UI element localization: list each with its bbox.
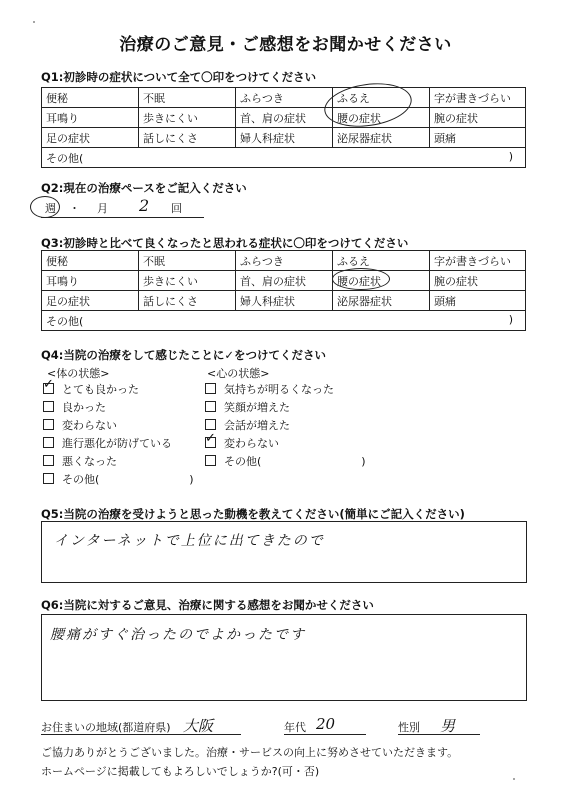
scan-speck [33, 21, 35, 23]
q4-mind-label: 気持ちが明るくなった [224, 383, 334, 396]
q4-body-item[interactable] [43, 436, 172, 452]
q3-cell[interactable]: 話しにくさ [139, 291, 236, 311]
q1-cell[interactable]: 婦人科症状 [236, 128, 333, 148]
q2-pace-field[interactable] [41, 196, 204, 218]
q2-heading: Q2:現在の治療ペースをご記入ください [41, 181, 247, 195]
q4-mind-checkbox[interactable] [205, 383, 216, 394]
consent-text: ホームページに掲載してもよろしいでしょうか?(可・否) [41, 765, 320, 778]
q4-body-checkbox[interactable] [43, 377, 54, 394]
q4-mind-checkbox[interactable] [205, 431, 216, 448]
q3-cell[interactable]: 不眠 [139, 251, 236, 271]
q4-mind-item[interactable] [205, 431, 279, 452]
q3-cell[interactable]: 首、肩の症状 [236, 271, 333, 291]
q3-cell[interactable]: 頭痛 [430, 291, 526, 311]
q4-mind-item[interactable] [205, 418, 290, 434]
check-mark-icon: ✓ [205, 431, 216, 446]
q4-heading: Q4:当院の治療をして感じたことに✓をつけてください [41, 348, 327, 362]
q4-mind-item[interactable] [205, 400, 290, 416]
table-row [42, 108, 526, 128]
age-underline[interactable] [284, 733, 366, 735]
q1-cell[interactable]: 話しにくさ [139, 128, 236, 148]
q4-mind-checkbox[interactable] [205, 419, 216, 430]
q1-other-close: ) [508, 149, 513, 163]
q4-body-label: 進行悪化が防げている [62, 437, 172, 450]
q3-cell[interactable]: 腰の症状 [333, 271, 430, 291]
q4-mind-item[interactable] [205, 454, 366, 470]
q4-body-checkbox[interactable] [43, 473, 54, 484]
q5-heading: Q5:当院の治療を受けようと思った動機を教えてください(簡単にご記入ください) [41, 507, 465, 521]
q4-mind-other-close: ) [361, 455, 366, 468]
q1-other-label: その他( [46, 151, 84, 165]
q3-other-close: ) [508, 312, 513, 326]
age-label: 年代 [284, 721, 306, 734]
q1-cell[interactable]: 歩きにくい [139, 108, 236, 128]
q3-cell[interactable]: 足の症状 [42, 291, 139, 311]
q2-separator: ・ [69, 202, 80, 215]
table-row [42, 148, 526, 168]
gender-underline[interactable] [398, 733, 480, 735]
q2-unit: 回 [171, 202, 182, 215]
q3-symptom-table [41, 250, 526, 331]
q1-cell[interactable]: ふらつき [236, 88, 333, 108]
q2-week: 週 [45, 202, 56, 215]
table-row [42, 251, 526, 271]
q4-mind-label: その他( [224, 455, 262, 468]
address-underline[interactable] [41, 733, 241, 735]
q4-body-label: 良かった [62, 401, 106, 414]
q1-cell[interactable]: 足の症状 [42, 128, 139, 148]
q1-cell[interactable]: 腕の症状 [430, 108, 526, 128]
q3-other-label: その他( [46, 314, 84, 328]
check-mark-icon: ✓ [43, 377, 54, 392]
q4-mind-header: <心の状態> [207, 367, 270, 380]
q1-cell[interactable]: 頭痛 [430, 128, 526, 148]
q3-circle-mark [332, 268, 390, 290]
q4-mind-item[interactable] [205, 382, 334, 398]
gender-label: 性別 [398, 721, 420, 734]
q1-cell[interactable]: 字が書きづらい [430, 88, 526, 108]
q2-circle-mark [30, 196, 60, 218]
thanks-text: ご協力ありがとうございました。治療・サービスの向上に努めさせていただきます。 [41, 746, 459, 759]
q2-count: 2 [139, 196, 150, 215]
table-row [42, 271, 526, 291]
q4-mind-checkbox[interactable] [205, 401, 216, 412]
q1-cell[interactable]: 便秘 [42, 88, 139, 108]
q3-cell[interactable]: 婦人科症状 [236, 291, 333, 311]
q1-other-cell[interactable] [42, 148, 526, 168]
q4-mind-label: 会話が増えた [224, 419, 290, 432]
q1-cell[interactable]: ふるえ [333, 88, 430, 108]
q3-cell[interactable]: ふるえ [333, 251, 430, 271]
q4-body-checkbox[interactable] [43, 419, 54, 430]
q4-body-item[interactable] [43, 454, 117, 470]
q3-cell[interactable]: 便秘 [42, 251, 139, 271]
q3-other-cell[interactable] [42, 311, 526, 331]
q4-body-item[interactable] [43, 377, 139, 398]
q3-cell[interactable]: 字が書きづらい [430, 251, 526, 271]
address-value: 大阪 [183, 717, 214, 735]
table-row [42, 311, 526, 331]
q4-body-label: とても良かった [62, 383, 139, 396]
q1-cell[interactable]: 不眠 [139, 88, 236, 108]
q4-body-checkbox[interactable] [43, 455, 54, 466]
q3-heading: Q3:初診時と比べて良くなったと思われる症状に〇印をつけてください [41, 236, 409, 250]
table-row [42, 291, 526, 311]
q4-body-item[interactable] [43, 472, 194, 488]
q3-cell[interactable]: 泌尿器症状 [333, 291, 430, 311]
q1-heading: Q1:初診時の症状について全て〇印をつけてください [41, 70, 317, 84]
q4-body-label: その他( [62, 473, 100, 486]
page-title: 治療のご意見・ご感想をお聞かせください [119, 35, 452, 55]
q3-cell[interactable]: 耳鳴り [42, 271, 139, 291]
q4-body-item[interactable] [43, 418, 117, 434]
q3-cell[interactable]: 歩きにくい [139, 271, 236, 291]
q5-answer: インターネットで上位に出てきたので [54, 533, 325, 549]
q1-cell[interactable]: 泌尿器症状 [333, 128, 430, 148]
q4-body-label: 悪くなった [62, 455, 117, 468]
q3-cell[interactable]: 腕の症状 [430, 271, 526, 291]
q1-symptom-table [41, 87, 526, 168]
q1-cell[interactable]: 首、肩の症状 [236, 108, 333, 128]
q2-month: 月 [97, 202, 108, 215]
q4-body-checkbox[interactable] [43, 401, 54, 412]
q6-answer: 腰痛がすぐ治ったのでよかったです [50, 627, 306, 643]
table-row [42, 128, 526, 148]
q1-cell[interactable]: 耳鳴り [42, 108, 139, 128]
q4-body-checkbox[interactable] [43, 437, 54, 448]
q3-cell[interactable]: ふらつき [236, 251, 333, 271]
gender-value: 男 [440, 717, 456, 735]
q4-mind-checkbox[interactable] [205, 455, 216, 466]
q4-mind-label: 変わらない [224, 437, 279, 450]
q4-body-header: <体の状態> [47, 367, 110, 380]
q4-body-other-close: ) [189, 473, 194, 486]
q6-heading: Q6:当院に対するご意見、治療に関する感想をお聞かせください [41, 598, 374, 612]
q1-cell[interactable]: 腰の症状 [333, 108, 430, 128]
q4-body-label: 変わらない [62, 419, 117, 432]
q4-mind-label: 笑顔が増えた [224, 401, 290, 414]
q4-body-item[interactable] [43, 400, 106, 416]
age-value: 20 [316, 715, 336, 733]
scan-speck [513, 778, 515, 780]
table-row [42, 88, 526, 108]
address-label: お住まいの地域(都道府県) [41, 721, 171, 734]
